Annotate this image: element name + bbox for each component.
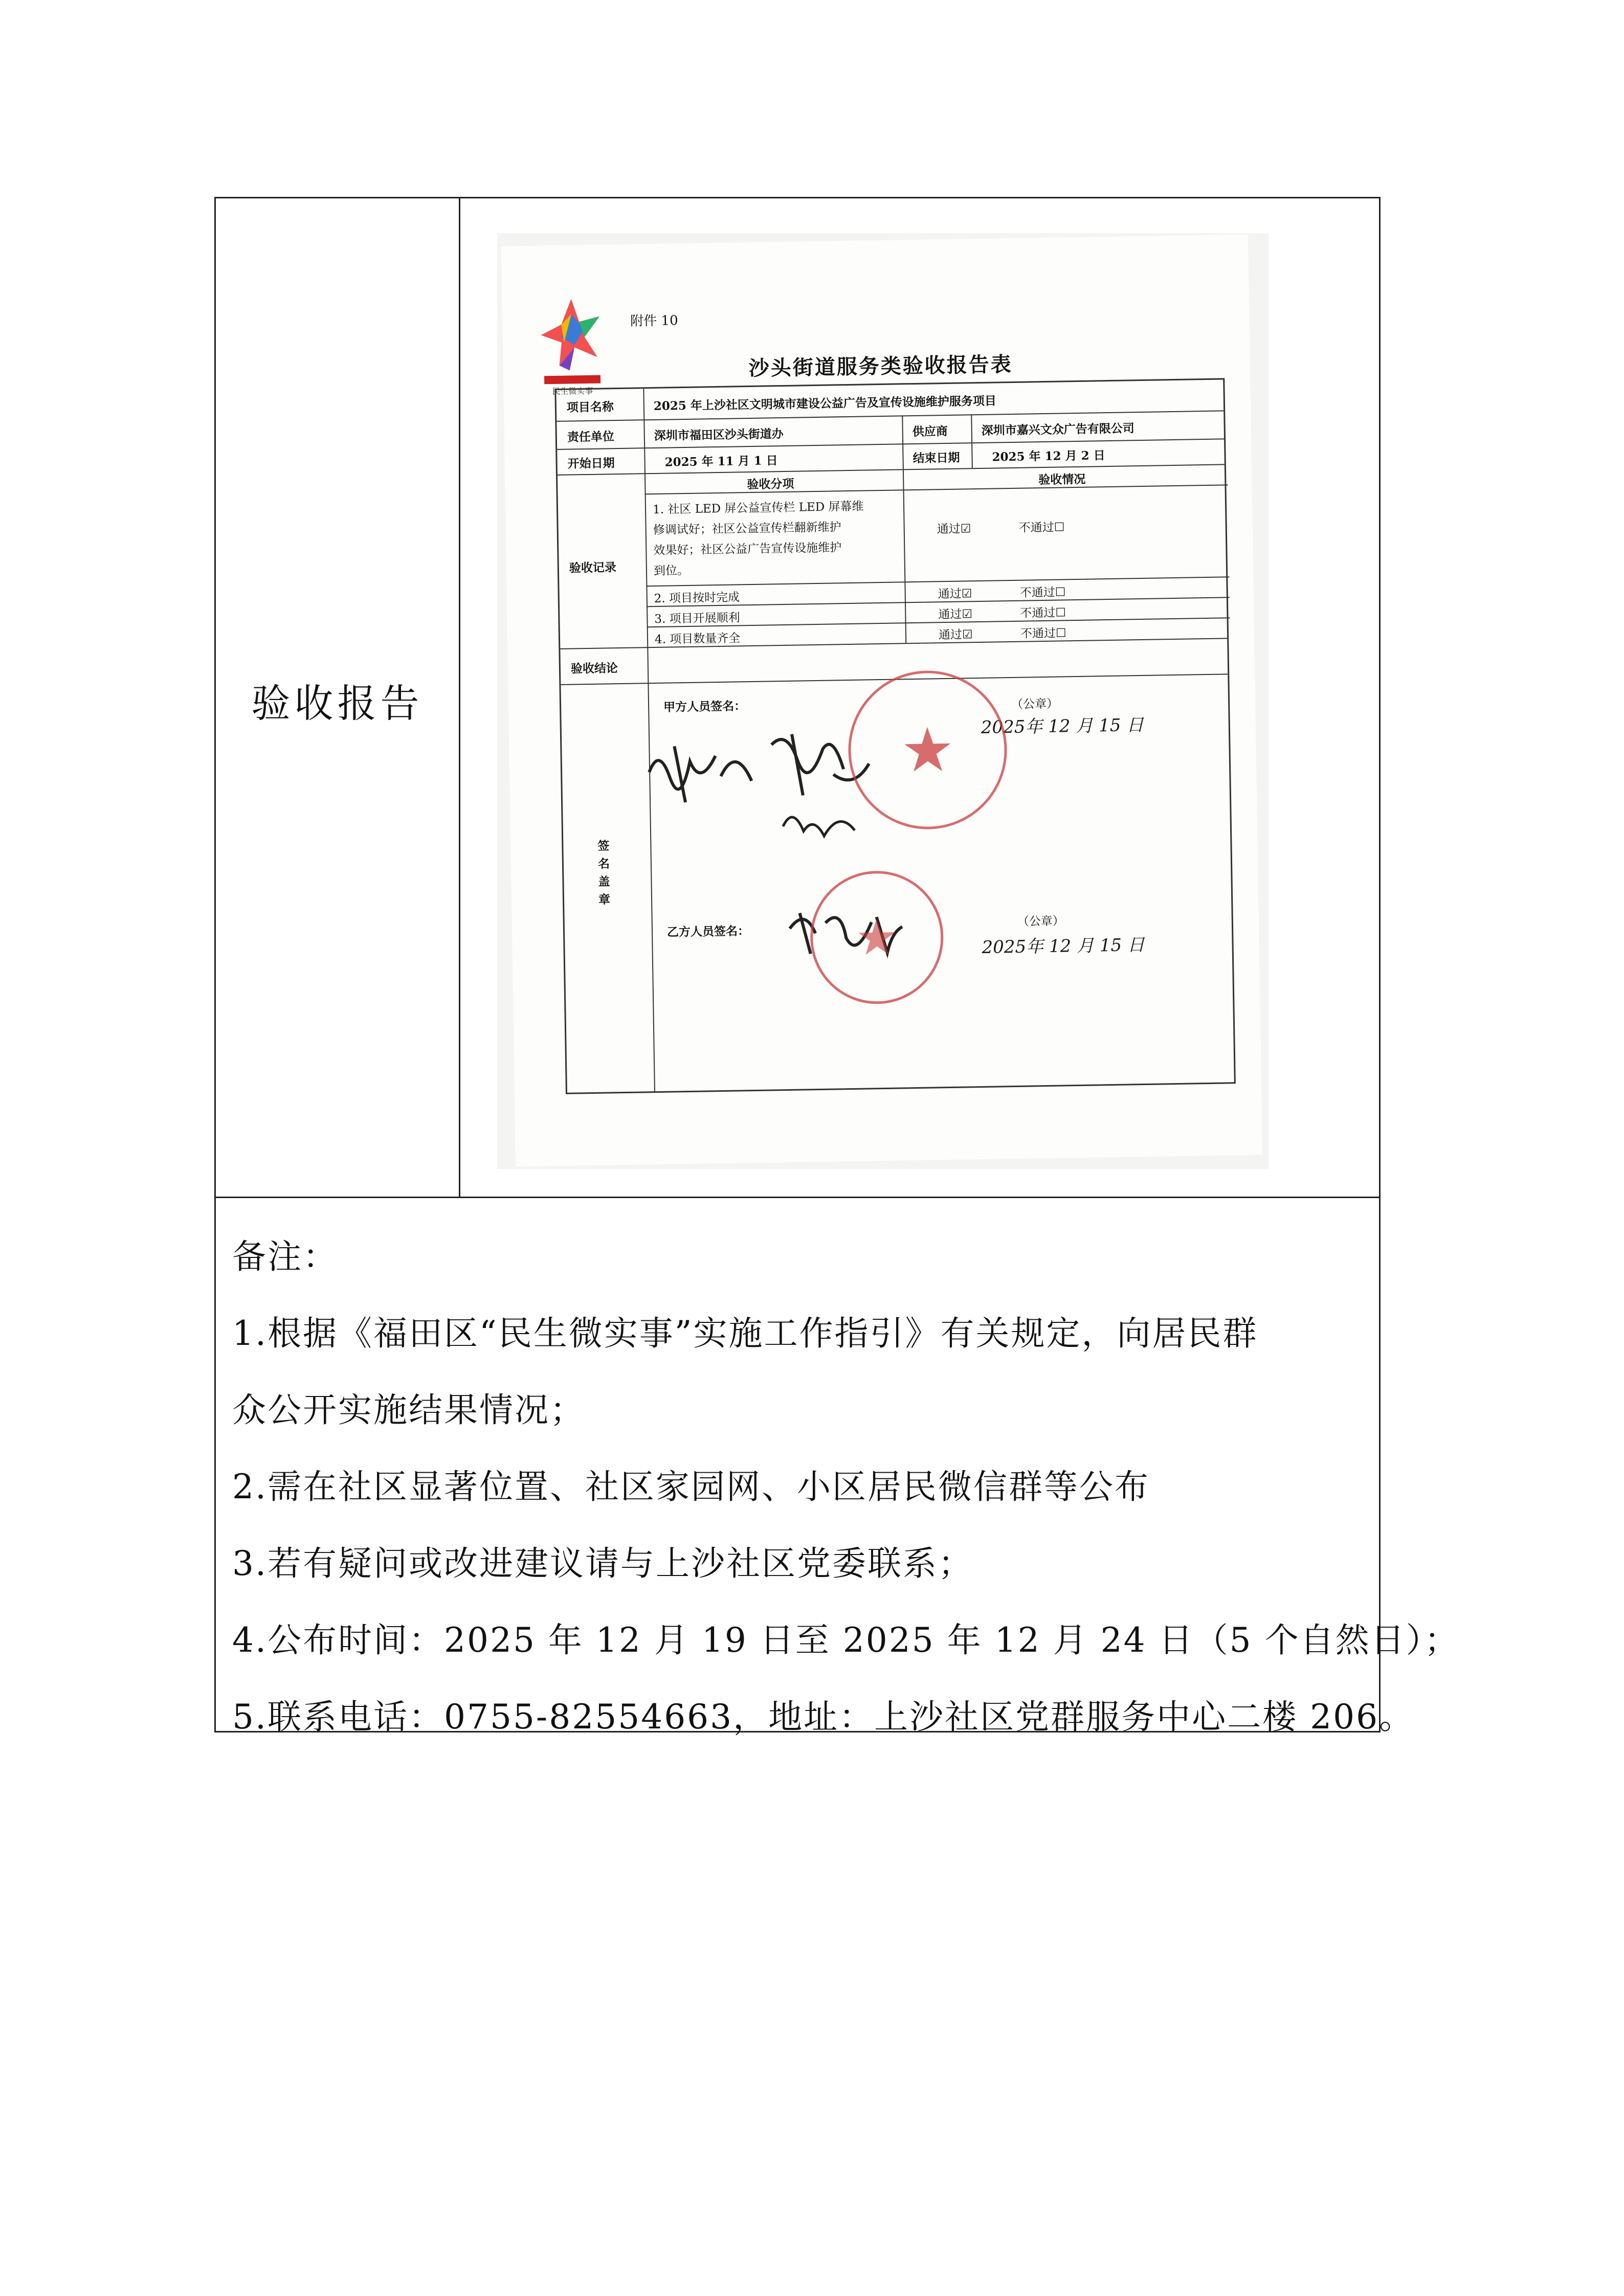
note-line-6: 5.联系电话：0755-82554663，地址：上沙社区党群服务中心二楼 206。 bbox=[232, 1697, 1415, 1737]
item-1-pass: 通过☑ bbox=[937, 522, 971, 536]
conclusion-label: 验收结论 bbox=[570, 661, 618, 676]
item-4-pass: 通过☑ bbox=[938, 628, 973, 642]
end-value: 2025 年 12 月 2 日 bbox=[992, 448, 1105, 464]
party-b-seal-stamp bbox=[809, 870, 944, 1005]
party-a-seal: （公章） bbox=[1011, 697, 1059, 712]
acceptance-form-photo bbox=[497, 233, 1269, 1169]
form-table bbox=[554, 378, 1236, 1094]
supplier-label: 供应商 bbox=[912, 424, 948, 439]
item-2-pass: 通过☑ bbox=[938, 587, 972, 601]
item-2-text: 2. 项目按时完成 bbox=[654, 591, 740, 605]
end-label: 结束日期 bbox=[913, 451, 960, 465]
unit-label: 责任单位 bbox=[567, 430, 615, 444]
item-4-text: 4. 项目数量齐全 bbox=[654, 632, 741, 646]
supplier-value: 深圳市嘉兴文众广告有限公司 bbox=[981, 421, 1134, 438]
label-cell bbox=[216, 198, 460, 1197]
start-value: 2025 年 11 月 1 日 bbox=[664, 454, 778, 469]
note-line-2: 众公开实施结果情况； bbox=[232, 1390, 585, 1430]
item-3-pass: 通过☑ bbox=[938, 607, 973, 622]
document-table bbox=[214, 197, 1460, 1737]
item-2-fail: 不通过☐ bbox=[1019, 586, 1066, 600]
sign-label: 签名盖章 bbox=[595, 839, 611, 911]
minsheng-logo-icon bbox=[532, 293, 611, 396]
item-1-line3: 效果好；社区公益广告宣传设施维护 bbox=[653, 541, 842, 557]
attachment-label: 附件 10 bbox=[630, 313, 678, 329]
project-name-label: 项目名称 bbox=[566, 400, 614, 415]
status-header: 验收情况 bbox=[1038, 472, 1086, 487]
label-acceptance-report: 验收报告 bbox=[251, 680, 424, 726]
item-3-text: 3. 项目开展顺利 bbox=[654, 611, 740, 626]
form-title: 沙头街道服务类验收报告表 bbox=[748, 352, 1013, 381]
project-name-value: 2025 年上沙社区文明城市建设公益广告及宣传设施维护服务项目 bbox=[653, 394, 997, 413]
note-line-4: 3.若有疑问或改进建议请与上沙社区党委联系； bbox=[232, 1544, 973, 1583]
note-line-1: 1.根据《福田区“民生微实事”实施工作指引》有关规定，向居民群 bbox=[232, 1314, 1258, 1353]
photo-cell bbox=[460, 198, 1379, 1197]
items-header: 验收分项 bbox=[747, 477, 794, 492]
party-b-seal: （公章） bbox=[1017, 914, 1065, 929]
svg-text:民生微实事: 民生微实事 bbox=[552, 386, 593, 397]
item-3-fail: 不通过☐ bbox=[1020, 606, 1066, 620]
party-a-date: 2025年 12 月 15 日 bbox=[981, 714, 1144, 738]
note-line-5: 4.公布时间：2025 年 12 月 19 日至 2025 年 12 月 24 日（5 个自然日）； bbox=[232, 1620, 1460, 1660]
notes-section bbox=[216, 1198, 1460, 1737]
notes-title: 备注： bbox=[232, 1237, 338, 1276]
party-b-label: 乙方人员签名： bbox=[666, 924, 750, 939]
seal-star-icon bbox=[856, 917, 898, 958]
item-1-line2: 修调试好；社区公益宣传栏翻新维护 bbox=[653, 521, 841, 537]
note-line-3: 2.需在社区显著位置、社区家园网、小区居民微信群等公布 bbox=[232, 1467, 1150, 1506]
form-paper bbox=[501, 235, 1262, 1167]
unit-value: 深圳市福田区沙头街道办 bbox=[654, 426, 784, 443]
item-1-line1: 1. 社区 LED 屏公益宣传栏 LED 屏幕维 bbox=[652, 500, 864, 516]
seal-star-icon bbox=[902, 724, 954, 776]
record-label: 验收记录 bbox=[569, 560, 617, 575]
start-label: 开始日期 bbox=[567, 456, 615, 471]
item-1-line4: 到位。 bbox=[653, 564, 689, 578]
party-a-label: 甲方人员签名： bbox=[663, 699, 746, 714]
party-b-date: 2025年 12 月 15 日 bbox=[982, 934, 1145, 958]
item-1-fail: 不通过☐ bbox=[1018, 521, 1065, 535]
item-4-fail: 不通过☐ bbox=[1020, 626, 1066, 641]
